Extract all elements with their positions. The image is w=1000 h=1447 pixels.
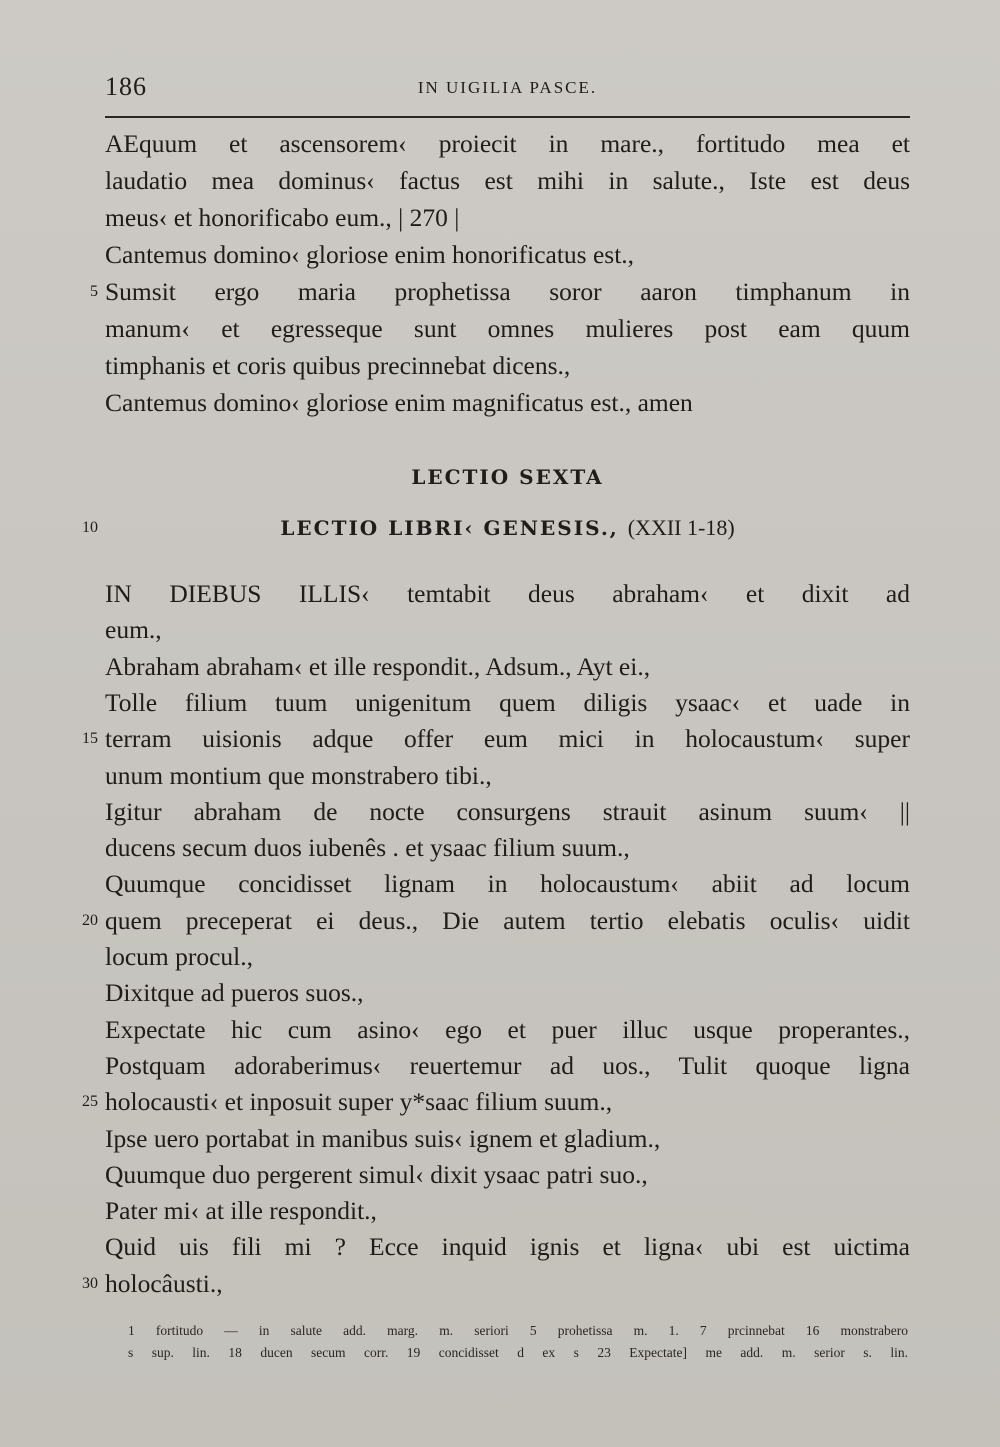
text-line: Quumque duo pergerent simul‹ dixit ysaac patri suo., <box>105 1159 648 1189</box>
text-line: terram uisionis adque offer eum mici in holocaustum‹ super <box>105 724 910 754</box>
text-line: manum‹ et egresseque sunt omnes mulieres post eam quum <box>105 314 910 343</box>
text-line: timphanis et coris quibus precinnebat dicens., <box>105 351 571 380</box>
text-line: Dixitque ad pueros suos., <box>105 978 364 1008</box>
page-header <box>105 72 910 108</box>
text-line: Sumsit ergo maria prophetissa soror aaron timphanum in <box>105 277 910 306</box>
line-number: 20 <box>82 911 98 929</box>
line-number: 15 <box>82 730 98 748</box>
lection-heading <box>105 513 910 543</box>
line-number: 5 <box>90 283 98 300</box>
text-line: Tolle filium tuum unigenitum quem diligis ysaac‹ et uade in <box>105 687 910 717</box>
text-line: Quid uis fili mi ? Ecce inquid ignis et ligna‹ ubi est uictima <box>105 1232 910 1262</box>
lection-reference: (XXII 1-18) <box>627 515 735 540</box>
text-line: Ipse uero portabat in manibus suis‹ ignem et gladium., <box>105 1123 661 1153</box>
text-line: Cantemus domino‹ gloriose enim magnificatus est., amen <box>105 388 693 417</box>
footnote-line: 1 fortitudo — in salute add. marg. m. seriori 5 prohetissa m. 1. 7 prcinnebat 16 monstrabero <box>128 1323 908 1338</box>
text-line: ducens secum duos iubenês . et ysaac filium suum., <box>105 833 630 863</box>
section-heading: LECTIO SEXTA <box>411 465 604 489</box>
lection-title: LECTIO LIBRI‹ GENESIS., <box>280 516 619 540</box>
line-number: 30 <box>82 1274 98 1292</box>
running-title: IN UIGILIA PASCE. <box>417 78 598 97</box>
header-rule <box>105 116 910 118</box>
text-line: Abraham abraham‹ et ille respondit., Adsum., Ayt ei., <box>105 651 651 681</box>
line-number: 10 <box>82 519 98 536</box>
footnote-line: s sup. lin. 18 ducen secum corr. 19 concidisset d ex s 23 Expectate] me add. m. serior s. lin. <box>128 1345 908 1360</box>
text-line: quem preceperat ei deus., Die autem tertio elebatis oculis‹ uidit <box>105 905 910 935</box>
text-line: IN DIEBUS ILLIS‹ temtabit deus abraham‹ et dixit ad <box>105 579 910 608</box>
text-line: holocausti‹ et inposuit super y*saac filium suum., <box>105 1087 613 1117</box>
text-line: unum montium que monstrabero tibi., <box>105 760 492 790</box>
text-line: locum procul., <box>105 942 254 971</box>
text-line: Postquam adoraberimus‹ reuertemur ad uos., Tulit quoque ligna <box>105 1050 910 1080</box>
text-line: Quumque concidisset lignam in holocaustum‹ abiit ad locum <box>105 869 910 899</box>
line-number: 25 <box>82 1093 98 1111</box>
page-number: 186 <box>105 72 147 101</box>
text-line: eum., <box>105 615 162 645</box>
text-line: holocâusti., <box>105 1268 223 1298</box>
text-line: Cantemus domino‹ gloriose enim honorificatus est., <box>105 240 635 269</box>
footnotes <box>128 1320 908 1364</box>
text-line: meus‹ et honorificabo eum., | 270 | <box>105 203 460 232</box>
text-line: Expectate hic cum asino‹ ego et puer illuc usque properantes., <box>105 1014 910 1044</box>
text-line: Pater mi‹ at ille respondit., <box>105 1196 377 1226</box>
text-line: laudatio mea dominus‹ factus est mihi in salute., Iste est deus <box>105 166 910 195</box>
text-line: AEquum et ascensorem‹ proiecit in mare., fortitudo mea et <box>105 129 910 158</box>
text-line: Igitur abraham de nocte consurgens strauit asinum suum‹ || <box>105 796 910 826</box>
